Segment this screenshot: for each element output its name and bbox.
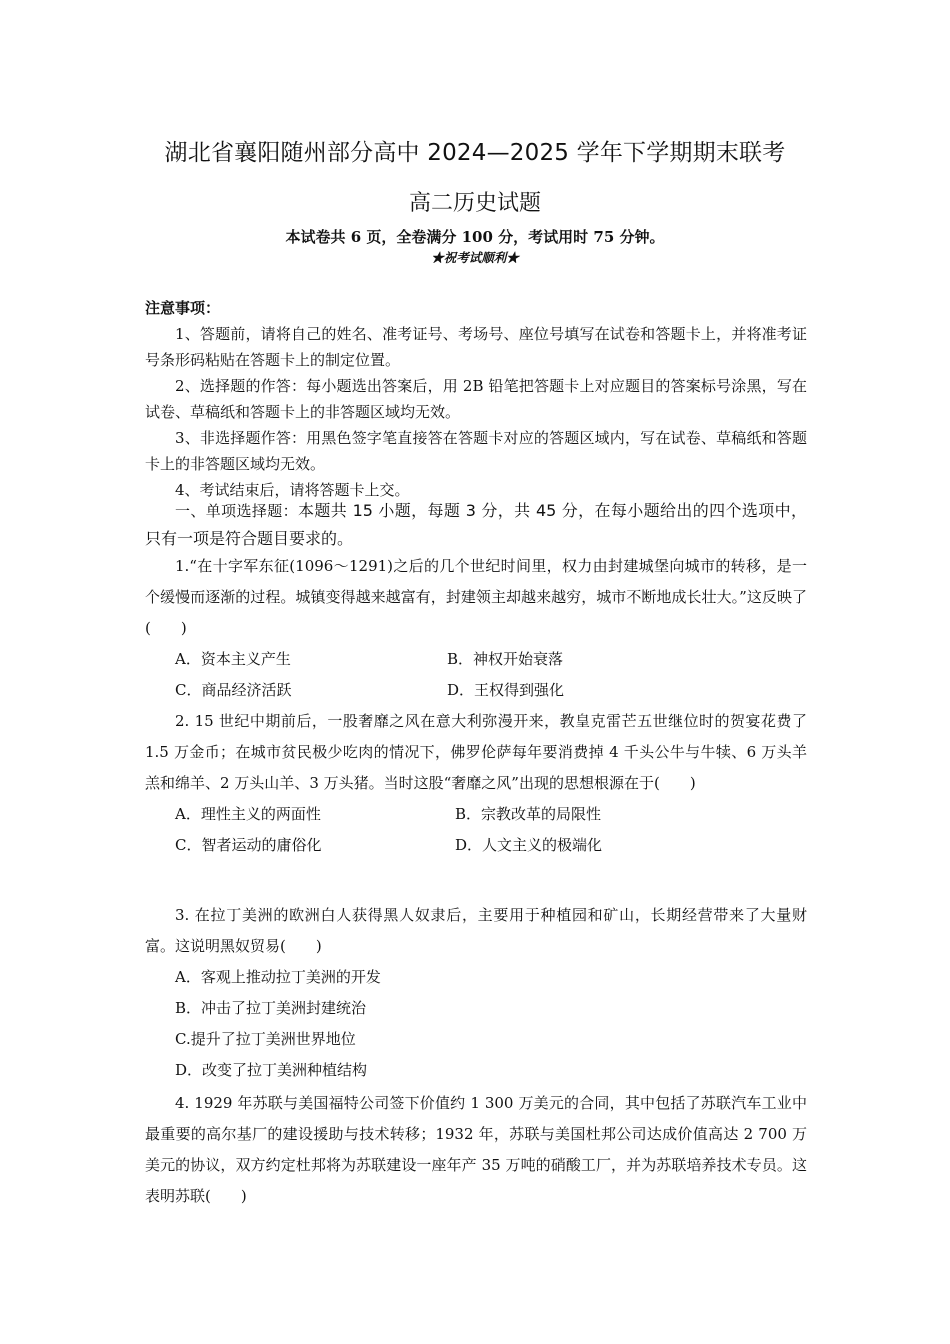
exam-subtitle: 高二历史试题 [408,191,541,216]
exam-wish: ★祝考试顺利★ [431,250,519,265]
option-a: A．理性主义的两面性 [175,805,321,823]
option-d: D．改变了拉丁美洲种植结构 [175,1061,368,1079]
notes-heading: 注意事项： [145,299,221,317]
options-row [145,675,807,706]
question-3 [145,900,807,1086]
option-b: B．宗教改革的局限性 [455,805,602,823]
section-heading [145,497,807,553]
question-stem: 3. 在拉丁美洲的欧洲白人获得黑人奴隶后，主要用于种植园和矿山，长期经营带来了大量财富。这说明黑奴贸易( ) [145,906,807,955]
option-c: C．智者运动的庸俗化 [175,836,322,854]
options-row [145,644,807,675]
question-stem: 2. 15 世纪中期前后，一股奢靡之风在意大利弥漫开来，教皇克雷芒五世继位时的贺宴花费了 1.5 万金币；在城市贫民极少吃肉的情况下，佛罗伦萨每年要消费掉 4 千头公牛与牛犊、6 万头羊羔和绵羊、2 万头山羊、3 万头猪。当时这股“奢靡之风”出现的思想根源在于( ) [145,712,807,792]
section-prefix: 一、单项选择题： [175,502,298,520]
notes-list [145,321,807,503]
option-d: D．人文主义的极端化 [455,836,603,854]
note-item: 4、考试结束后，请将答题卡上交。 [175,481,410,499]
question-1 [145,551,807,706]
note-item: 2、选择题的作答：每小题选出答案后，用 2B 铅笔把答题卡上对应题目的答案标号涂黑，写在试卷、草稿纸和答题卡上的非答题区域均无效。 [145,377,807,421]
question-2 [145,706,807,861]
question-stem: 4. 1929 年苏联与美国福特公司签下价值约 1 300 万美元的合同，其中包括了苏联汽车工业中最重要的高尔基厂的建设援助与技术转移；1932 年，苏联与美国杜邦公司达成价值高达 2 700 万美元的协议，双方约定杜邦将为苏联建设一座年产 35 万吨的硝酸工厂，并为苏联培养技术专员。这表明苏联( ) [145,1094,807,1205]
exam-info: 本试卷共 6 页，全卷满分 100 分，考试用时 75 分钟。 [285,228,665,246]
note-item: 3、非选择题作答：用黑色签字笔直接答在答题卡对应的答题区域内，写在试卷、草稿纸和答题卡上的非答题区域均无效。 [145,429,807,473]
options-row [145,799,807,830]
option-c: C．商品经济活跃 [175,681,292,699]
question-stem: 1.“在十字军东征(1096～1291)之后的几个世纪时间里，权力由封建城堡向城市的转移，是一个缓慢而逐渐的过程。城镇变得越来越富有，封建领主却越来越穷，城市不断地成长壮大。”这反映了( ) [145,557,807,637]
option-c: C.提升了拉丁美洲世界地位 [175,1030,356,1048]
note-item: 1、答题前，请将自己的姓名、准考证号、考场号、座位号填写在试卷和答题卡上，并将准考证号条形码粘贴在答题卡上的制定位置。 [145,325,807,369]
option-a: A．客观上推动拉丁美洲的开发 [175,968,381,986]
options-row [145,830,807,861]
section-description: 本题共 15 小题，每题 3 分，共 45 分，在每小题给出的四个选项中，只有一项是符合题目要求的。 [145,501,807,548]
option-b: B．神权开始衰落 [447,650,564,668]
option-b: B．冲击了拉丁美洲封建统治 [175,999,367,1017]
question-4 [145,1088,807,1212]
option-a: A．资本主义产生 [175,650,291,668]
option-d: D．王权得到强化 [447,681,565,699]
exam-title: 湖北省襄阳随州部分高中 2024—2025 学年下学期期末联考 [164,140,786,166]
